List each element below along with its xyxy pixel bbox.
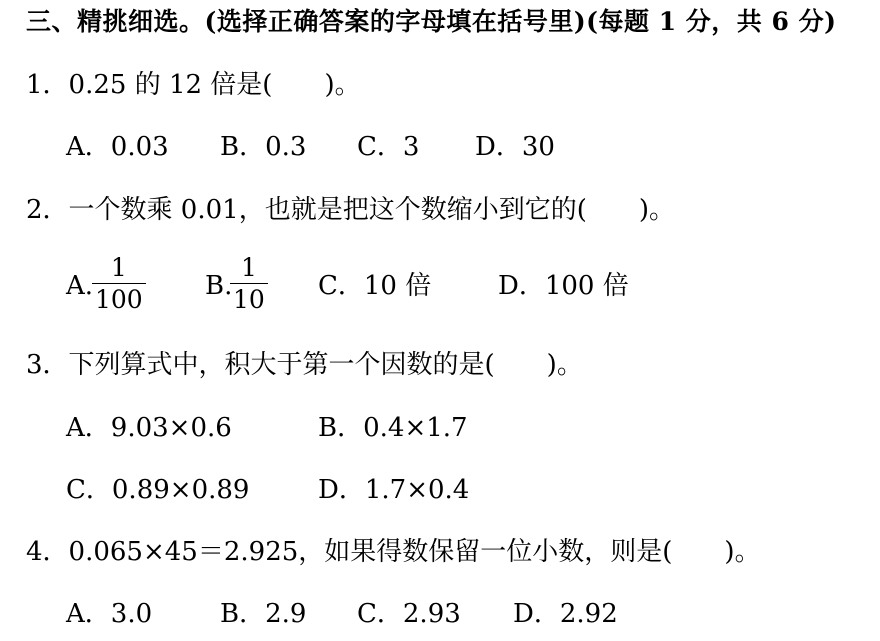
question-3-option-a: A．9.03×0.6: [66, 413, 232, 443]
question-1-option-b: B．0.3: [220, 132, 307, 162]
fraction-denominator: 100: [95, 285, 143, 314]
question-2-option-a-letter: A.: [66, 271, 94, 301]
question-2-option-b-fraction: [230, 254, 268, 314]
question-2-option-d: D．100 倍: [498, 271, 629, 301]
fraction-bar: [230, 283, 268, 284]
question-4-option-b: B．2.9: [220, 599, 307, 629]
question-2-option-c: C．10 倍: [318, 271, 432, 301]
question-3-stem: 3．下列算式中，积大于第一个因数的是( )。: [26, 350, 583, 380]
fraction-denominator: 10: [233, 285, 265, 314]
question-2-option-a-fraction: [92, 254, 146, 314]
section-title: 三、精挑细选。(选择正确答案的字母填在括号里)(每题 1 分，共 6 分): [26, 7, 837, 36]
fraction-bar: [92, 283, 146, 284]
question-3-option-d: D．1.7×0.4: [318, 475, 470, 505]
question-2-stem: 2．一个数乘 0.01，也就是把这个数缩小到它的( )。: [26, 195, 675, 225]
fraction-numerator: 1: [240, 253, 257, 282]
question-4-stem: 4．0.065×45＝2.925，如果得数保留一位小数，则是( )。: [26, 537, 761, 567]
question-3-option-c: C．0.89×0.89: [66, 475, 250, 505]
question-4-option-d: D．2.92: [513, 599, 618, 629]
fraction-numerator: 1: [110, 253, 127, 282]
question-4-option-c: C．2.93: [357, 599, 461, 629]
question-1-option-c: C．3: [357, 132, 420, 162]
question-1-option-d: D．30: [475, 132, 555, 162]
question-2-option-b-letter: B.: [205, 271, 233, 301]
question-4-option-a: A．3.0: [66, 599, 153, 629]
question-1-stem: 1．0.25 的 12 倍是( )。: [26, 70, 361, 100]
question-3-option-b: B．0.4×1.7: [318, 413, 468, 443]
question-1-option-a: A．0.03: [66, 132, 169, 162]
